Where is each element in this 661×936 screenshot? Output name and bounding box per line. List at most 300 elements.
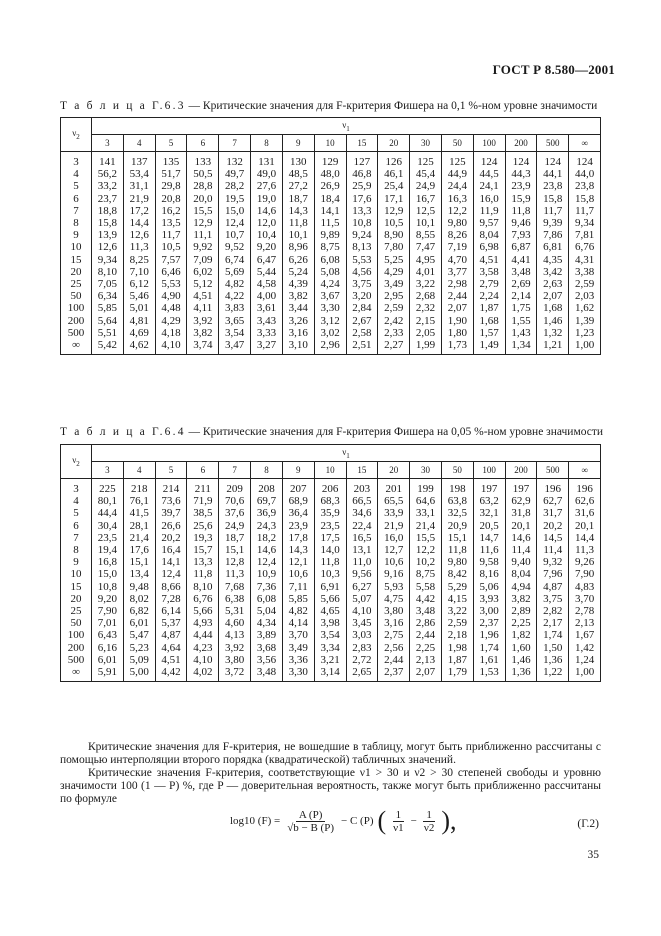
table-cell: 4,48 [155,302,187,314]
table-cell: 8,55 [410,229,442,241]
caption-text: — Критические значения для F-критерия Фишера на 0,1 %-ном уровне значимости [185,100,598,112]
paragraph-interpolation: Критические значения для F-критерия, не вошедшие в таблицу, могут быть приближенно рассчитаны с помощью интерполяции второго порядка (квадратической) табличных значений. [60,741,601,766]
table-cell: 10,2 [410,556,442,568]
table-cell: 6,76 [187,593,219,605]
table-cell: 20,0 [187,193,219,205]
table-cell: 26,6 [155,520,187,532]
table-cell: 9,40 [505,556,537,568]
table-cell: 132 [219,152,251,169]
table-cell: 1,68 [473,315,505,327]
table-row [61,532,601,544]
table-cell: 4,42 [155,666,187,682]
table-cell: 5,31 [219,605,251,617]
table-cell: 1,74 [473,642,505,654]
row-header-cell: 5 [61,180,92,192]
table-cell: 3,61 [251,302,283,314]
table-cell: 2,59 [378,302,410,314]
table-cell: 2,13 [410,654,442,666]
row-header-cell: 200 [61,315,92,327]
table-cell: 2,13 [569,617,601,629]
table-cell: 1,43 [505,327,537,339]
table-cell: 31,7 [537,507,569,519]
table-row [61,666,601,682]
table-cell: 71,9 [187,495,219,507]
table-cell: 17,1 [378,193,410,205]
row-header-cell: 6 [61,520,92,532]
table-cell: 3,65 [219,315,251,327]
table-cell: 5,25 [378,254,410,266]
caption-prefix: Т а б л и ц а Г.6.3 [60,100,186,112]
table-cell: 4,94 [505,581,537,593]
table-cell: 76,1 [123,495,155,507]
table-cell: 6,01 [92,654,124,666]
table-cell: 2,98 [441,278,473,290]
table-cell: 2,51 [346,339,378,355]
table-cell: 125 [441,152,473,169]
table-cell: 4,13 [219,629,251,641]
table-cell: 24,9 [410,180,442,192]
table-cell: 31,1 [123,180,155,192]
table-cell: 2,24 [473,290,505,302]
table-cell: 127 [346,152,378,169]
table-cell: 9,20 [251,241,283,253]
table-cell: 5,85 [92,302,124,314]
table-cell: 23,8 [569,180,601,192]
table-cell: 129 [314,152,346,169]
table-cell: 46,1 [378,168,410,180]
table-cell: 126 [378,152,410,169]
table-cell: 4,39 [282,278,314,290]
table-cell: 4,02 [187,666,219,682]
column-header: 30 [410,462,442,479]
table-cell: 11,4 [505,544,537,556]
table-cell: 64,6 [410,495,442,507]
table-cell: 6,01 [123,617,155,629]
table-cell: 2,59 [569,278,601,290]
table-cell: 5,12 [187,278,219,290]
table-cell: 125 [410,152,442,169]
table-cell: 197 [473,479,505,496]
table-cell: 33,2 [92,180,124,192]
table-cell: 8,04 [473,229,505,241]
column-header: 3 [92,135,124,152]
table-cell: 135 [155,152,187,169]
table-cell: 24,1 [473,180,505,192]
table-cell: 5,66 [187,605,219,617]
table-cell: 10,6 [378,556,410,568]
table-cell: 23,9 [505,180,537,192]
table-cell: 48,0 [314,168,346,180]
column-header: 15 [346,135,378,152]
table-cell: 3,77 [441,266,473,278]
table-cell: 11,5 [314,217,346,229]
fraction-denominator: ν2 [423,821,435,834]
table-cell: 1,98 [441,642,473,654]
table-cell: 209 [219,479,251,496]
table-cell: 27,2 [282,180,314,192]
table-cell: 15,5 [410,532,442,544]
table-cell: 3,00 [473,605,505,617]
table-cell: 3,68 [251,642,283,654]
table-row [61,654,601,666]
paren-close: ), [441,806,457,835]
table-cell: 5,29 [441,581,473,593]
table-cell: 62,6 [569,495,601,507]
table-cell: 73,6 [155,495,187,507]
table-cell: 9,46 [505,217,537,229]
table-cell: 19,0 [251,193,283,205]
row-header-cell: 3 [61,152,92,169]
row-header-cell: 6 [61,193,92,205]
table-cell: 15,5 [187,205,219,217]
table-cell: 1,96 [473,629,505,641]
table-cell: 6,74 [219,254,251,266]
table-cell: 3,82 [187,327,219,339]
table-cell: 11,1 [187,229,219,241]
table-cell: 16,0 [473,193,505,205]
table-cell: 14,1 [155,556,187,568]
table-cell: 2,05 [410,327,442,339]
column-header: 6 [187,462,219,479]
table-cell: 62,7 [537,495,569,507]
table-cell: 8,90 [378,229,410,241]
table-cell: 28,8 [187,180,219,192]
row-header-cell: ∞ [61,666,92,682]
table-row [61,479,601,496]
table-cell: 3,48 [410,605,442,617]
table-cell: 2,56 [378,642,410,654]
table-cell: 5,46 [123,290,155,302]
table-cell: 7,47 [410,241,442,253]
table-cell: 68,3 [314,495,346,507]
table-cell: 3,22 [410,278,442,290]
column-header: ∞ [569,135,601,152]
table-cell: 41,5 [123,507,155,519]
table-row [61,152,601,169]
table-cell: 7,86 [537,229,569,241]
table-cell: 3,27 [251,339,283,355]
table-cell: 1,87 [473,302,505,314]
table-cell: 4,64 [155,642,187,654]
table-cell: 124 [473,152,505,169]
table-cell: 6,46 [155,266,187,278]
table-cell: 1,60 [505,642,537,654]
table-cell: 3,16 [378,617,410,629]
row-header-cell: 200 [61,642,92,654]
table-cell: 44,1 [537,168,569,180]
table-cell: 3,58 [473,266,505,278]
table-cell: 4,70 [441,254,473,266]
table-cell: 16,4 [155,544,187,556]
table-cell: 10,8 [346,217,378,229]
table-cell: 49,0 [251,168,283,180]
table-cell: 5,66 [314,593,346,605]
table-cell: 11,8 [187,568,219,580]
table-cell: 133 [187,152,219,169]
table-cell: 20,8 [155,193,187,205]
table-cell: 19,4 [92,544,124,556]
table-cell: 2,33 [378,327,410,339]
table-cell: 4,83 [569,581,601,593]
table-cell: 15,9 [505,193,537,205]
table-row [61,568,601,580]
table-cell: 13,5 [155,217,187,229]
table-cell: 56,2 [92,168,124,180]
table-cell: 1,55 [505,315,537,327]
table-cell: 3,10 [282,339,314,355]
nu2-header: $\nu_2$ [61,118,92,152]
column-header: 9 [282,462,314,479]
table-cell: 124 [505,152,537,169]
table-cell: 12,9 [378,205,410,217]
table-cell: 29,8 [155,180,187,192]
table-cell: 3,49 [282,642,314,654]
column-header: 500 [537,135,569,152]
table-cell: 8,25 [123,254,155,266]
table-cell: 4,75 [378,593,410,605]
table-cell: 3,38 [569,266,601,278]
table-cell: 12,9 [187,217,219,229]
table-cell: 38,5 [187,507,219,519]
table-cell: 9,92 [187,241,219,253]
column-header: 50 [441,135,473,152]
table-cell: 20,2 [155,532,187,544]
table-cell: 4,42 [410,593,442,605]
table-cell: 12,6 [123,229,155,241]
table-cell: 4,14 [282,617,314,629]
table-cell: 3,02 [314,327,346,339]
table-cell: 7,11 [282,581,314,593]
table-cell: 11,7 [155,229,187,241]
table-cell: 32,1 [473,507,505,519]
table-cell: 13,3 [187,556,219,568]
column-header-row [61,135,601,152]
table-cell: 7,28 [155,593,187,605]
table-row [61,278,601,290]
table-cell: 11,3 [219,568,251,580]
table-cell: 3,89 [251,629,283,641]
table-cell: 1,49 [473,339,505,355]
table-cell: 214 [155,479,187,496]
formula-lhs: log10 (F) = [230,815,281,827]
table-row [61,205,601,217]
table-cell: 5,93 [378,581,410,593]
table-row [61,315,601,327]
table-cell: 225 [92,479,124,496]
table-cell: 23,7 [92,193,124,205]
table-cell: 9,34 [92,254,124,266]
table-cell: 11,8 [441,544,473,556]
table-cell: 5,53 [346,254,378,266]
table-cell: 22,4 [346,520,378,532]
table-cell: 10,1 [282,229,314,241]
table-cell: 1,36 [505,666,537,682]
column-header: 500 [537,462,569,479]
table-cell: 18,8 [92,205,124,217]
table-cell: 5,07 [346,593,378,605]
table-cell: 11,8 [314,556,346,568]
column-header: 100 [473,135,505,152]
table-cell: 3,93 [473,593,505,605]
table-cell: 65,5 [378,495,410,507]
table-cell: 6,08 [251,593,283,605]
table-cell: 15,0 [92,568,124,580]
table-cell: 15,8 [92,217,124,229]
table-cell: 14,7 [473,532,505,544]
row-header-cell: 15 [61,254,92,266]
table-cell: 4,62 [123,339,155,355]
table-cell: 4,01 [410,266,442,278]
table-cell: 3,34 [314,642,346,654]
table-cell: 3,92 [219,642,251,654]
table-cell: 2,44 [410,629,442,641]
table-cell: 21,4 [410,520,442,532]
table-cell: 1,34 [505,339,537,355]
table-cell: 2,67 [346,315,378,327]
table-caption-g63 [60,100,597,112]
table-cell: 4,95 [410,254,442,266]
table-cell: 5,51 [92,327,124,339]
table-cell: 12,7 [378,544,410,556]
row-header-cell: 8 [61,544,92,556]
table-cell: 11,4 [537,544,569,556]
table-cell: 3,54 [219,327,251,339]
nu1-header: $\nu_1$ [92,445,601,462]
table-cell: 9,26 [569,556,601,568]
table-cell: 6,91 [314,581,346,593]
table-cell: 8,16 [473,568,505,580]
table-cell: 7,81 [569,229,601,241]
table-row [61,229,601,241]
table-cell: 3,74 [187,339,219,355]
table-cell: 51,7 [155,168,187,180]
table-cell: 6,26 [282,254,314,266]
row-header-cell: 100 [61,302,92,314]
table-cell: 1,24 [569,654,601,666]
table-cell: 18,4 [314,193,346,205]
fraction-numerator: A (P) [296,809,326,822]
table-cell: 4,60 [219,617,251,629]
table-cell: 207 [282,479,314,496]
table-cell: 23,5 [92,532,124,544]
table-cell: 80,1 [92,495,124,507]
table-cell: 5,47 [123,629,155,641]
formula-minus: − [410,815,417,827]
table-cell: 33,1 [410,507,442,519]
table-cell: 2,25 [410,642,442,654]
table-cell: 1,87 [441,654,473,666]
table-cell: 2,15 [410,315,442,327]
column-header: 15 [346,462,378,479]
table-cell: 7,36 [251,581,283,593]
table-cell: 10,3 [314,568,346,580]
table-cell: 1,50 [537,642,569,654]
table-row [61,339,601,355]
table-cell: 11,3 [123,241,155,253]
column-header: 20 [378,135,410,152]
table-row [61,180,601,192]
table-cell: 11,9 [473,205,505,217]
table-cell: 3,44 [282,302,314,314]
table-cell: 44,9 [441,168,473,180]
formula-g2 [230,808,457,834]
table-row [61,605,601,617]
table-cell: 5,44 [251,266,283,278]
column-header: 5 [155,135,187,152]
table-cell: 11,7 [569,205,601,217]
table-cell: 27,6 [251,180,283,192]
row-header-cell: 5 [61,507,92,519]
paren-open: ( [377,806,387,835]
table-cell: 20,9 [441,520,473,532]
column-header: 10 [314,135,346,152]
table-cell: 2,58 [346,327,378,339]
table-cell: 4,51 [473,254,505,266]
table-cell: 1,90 [441,315,473,327]
table-cell: 3,82 [282,290,314,302]
table-cell: 6,82 [123,605,155,617]
table-cell: 12,0 [251,217,283,229]
table-row [61,617,601,629]
table-cell: 8,26 [441,229,473,241]
row-header-cell: 100 [61,629,92,641]
table-cell: 44,3 [505,168,537,180]
table-cell: 9,39 [537,217,569,229]
table-cell: 9,48 [123,581,155,593]
table-cell: 3,45 [346,617,378,629]
table-cell: 23,8 [537,180,569,192]
table-cell: 62,9 [505,495,537,507]
row-header-cell: 4 [61,168,92,180]
column-header: 7 [219,135,251,152]
table-cell: 15,8 [537,193,569,205]
table-cell: 16,5 [346,532,378,544]
table-cell: 70,6 [219,495,251,507]
table-cell: 17,6 [346,193,378,205]
table-cell: 48,5 [282,168,314,180]
table-cell: 36,4 [282,507,314,519]
table-cell: 1,75 [505,302,537,314]
table-cell: 5,58 [410,581,442,593]
table-cell: 130 [282,152,314,169]
table-cell: 15,1 [123,556,155,568]
table-cell: 2,37 [378,666,410,682]
table-cell: 7,80 [378,241,410,253]
table-cell: 16,3 [441,193,473,205]
table-cell: 4,23 [187,642,219,654]
table-cell: 5,64 [92,315,124,327]
table-cell: 4,44 [187,629,219,641]
table-cell: 208 [251,479,283,496]
table-cell: 2,83 [346,642,378,654]
table-cell: 4,87 [537,581,569,593]
table-cell: 2,17 [537,617,569,629]
table-cell: 9,32 [537,556,569,568]
table-cell: 1,46 [505,654,537,666]
table-cell: 2,14 [505,290,537,302]
table-row [61,581,601,593]
column-header-row [61,462,601,479]
column-header: 4 [123,135,155,152]
table-cell: 4,90 [155,290,187,302]
table-cell: 2,27 [378,339,410,355]
table-cell: 2,25 [505,617,537,629]
table-cell: 10,5 [378,217,410,229]
row-header-cell: 50 [61,617,92,629]
table-cell: 3,70 [282,629,314,641]
row-header-cell: 20 [61,593,92,605]
table-cell: 21,4 [123,532,155,544]
